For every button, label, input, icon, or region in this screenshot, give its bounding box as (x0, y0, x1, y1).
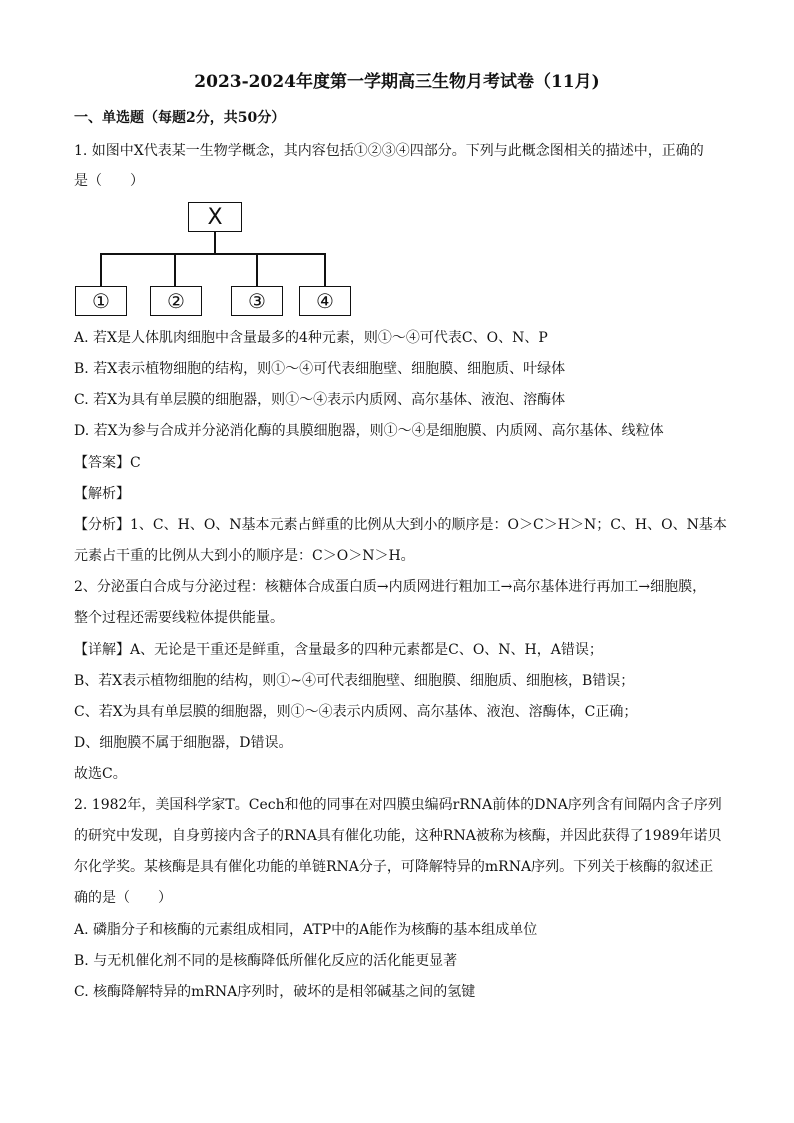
q1-stem-line1: 1. 如图中X代表某一生物学概念，其内容包括①②③④四部分。下列与此概念图相关的描述中，正确的 (74, 143, 704, 159)
connector-horizontal (100, 253, 325, 255)
concept-diagram (70, 196, 360, 320)
q2-option-b: B. 与无机催化剂不同的是核酶降低所催化反应的活化能更显著 (74, 953, 458, 969)
q1-explanation-heading: 【解析】 (74, 486, 130, 502)
q2-stem-line1: 2. 1982年，美国科学家T。Cech和他的同事在对四膜虫编码rRNA前体的DNA序列含有间隔内含子序列 (74, 797, 722, 813)
q2-option-a: A. 磷脂分子和核酶的元素组成相同，ATP中的A能作为核酶的基本组成单位 (74, 922, 538, 938)
concept-box-2: ② (150, 286, 202, 316)
connector-branch-2 (174, 253, 176, 286)
q1-option-d: D. 若X为参与合成并分泌消化酶的具膜细胞器，则①～④是细胞膜、内质网、高尔基体、线粒体 (74, 423, 664, 439)
connector-branch-4 (324, 253, 326, 286)
q1-detail-a: 【详解】A、无论是干重还是鲜重，含量最多的四种元素都是C、O、N、H，A错误； (74, 642, 603, 658)
q2-stem-line2: 的研究中发现，自身剪接内含子的RNA具有催化功能，这种RNA被称为核酶，并因此获得了1989年诺贝 (74, 828, 722, 844)
q1-stem-line2: 是（ ） (74, 173, 144, 189)
q1-option-c: C. 若X为具有单层膜的细胞器，则①～④表示内质网、高尔基体、液泡、溶酶体 (74, 392, 566, 408)
connector-branch-3 (256, 253, 258, 286)
q1-analysis-line1: 【分析】1、C、H、O、N基本元素占鲜重的比例从大到小的顺序是：O＞C＞H＞N；C、H、O、N基本 (74, 517, 727, 533)
connector-vertical (214, 232, 216, 254)
q1-analysis-line3: 2、分泌蛋白合成与分泌过程：核糖体合成蛋白质→内质网进行粗加工→高尔基体进行再加工→细胞膜， (74, 579, 707, 595)
concept-box-1: ① (75, 286, 127, 316)
concept-box-4: ④ (299, 286, 351, 316)
q1-analysis-line4: 整个过程还需要线粒体提供能量。 (74, 610, 284, 626)
q1-answer: 【答案】C (74, 455, 141, 471)
q1-conclusion: 故选C。 (74, 766, 127, 782)
q2-option-c: C. 核酶降解特异的mRNA序列时，破坏的是相邻碱基之间的氢键 (74, 984, 476, 1000)
section-heading: 一、单选题（每题2分，共50分） (74, 110, 286, 126)
page-title: 2023-2024年度第一学期高三生物月考试卷（11月) (194, 72, 600, 92)
concept-box-x: X (188, 202, 242, 232)
q2-stem-line3: 尔化学奖。某核酶是具有催化功能的单链RNA分子，可降解特异的mRNA序列。下列关于核酶的叙述正 (74, 859, 714, 875)
connector-branch-1 (100, 253, 102, 286)
q1-detail-c: C、若X为具有单层膜的细胞器，则①～④表示内质网、高尔基体、液泡、溶酶体，C正确； (74, 704, 638, 720)
q1-option-a: A. 若X是人体肌肉细胞中含量最多的4种元素，则①～④可代表C、O、N、P (74, 330, 548, 346)
q1-analysis-line2: 元素占干重的比例从大到小的顺序是：C＞O＞N＞H。 (74, 548, 415, 564)
concept-box-3: ③ (231, 286, 283, 316)
q1-detail-d: D、细胞膜不属于细胞器，D错误。 (74, 735, 293, 751)
q1-detail-b: B、若X表示植物细胞的结构，则①~④可代表细胞壁、细胞膜、细胞质、细胞核，B错误； (74, 673, 635, 689)
q1-option-b: B. 若X表示植物细胞的结构，则①～④可代表细胞壁、细胞膜、细胞质、叶绿体 (74, 361, 566, 377)
q2-stem-line4: 确的是（ ） (74, 890, 172, 906)
